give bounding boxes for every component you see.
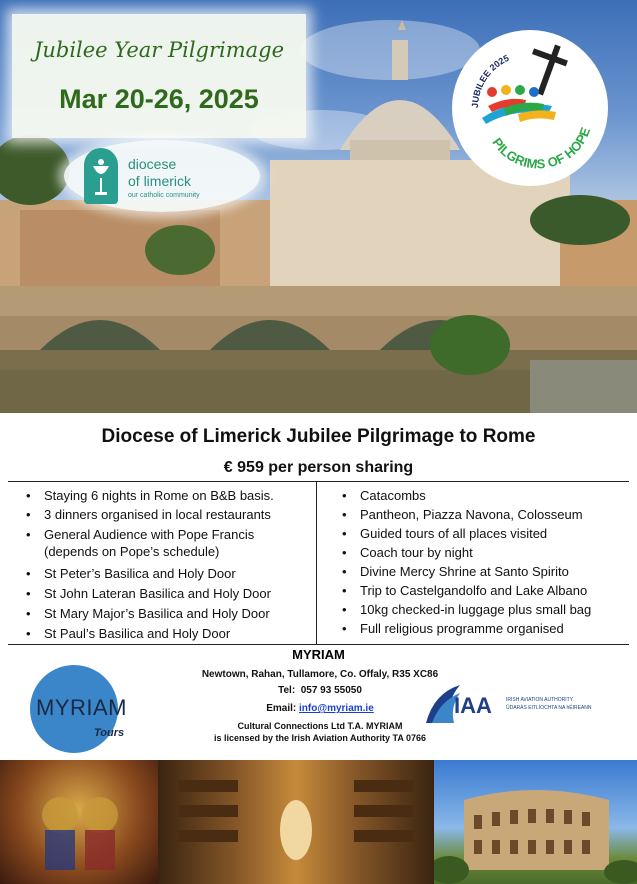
mosaic-photo <box>0 760 158 884</box>
page-heading: Diocese of Limerick Jubilee Pilgrimage to Rome <box>101 426 536 447</box>
pilgrims-of-hope-icon <box>452 30 608 186</box>
title-box <box>12 14 306 138</box>
diocese-name-line1: diocese <box>128 156 177 172</box>
list-item: • Catacombs <box>338 488 628 503</box>
company-name: MYRIAM <box>292 647 345 662</box>
list-item: • St John Lateran Basilica and Holy Door <box>22 586 312 601</box>
list-item: • St Paul’s Basilica and Holy Door <box>22 626 312 641</box>
list-item: • Divine Mercy Shrine at Santo Spirito <box>338 564 628 579</box>
logo-subtext: Tours <box>94 727 125 739</box>
email-line: Email: info@myriam.ie <box>266 703 374 714</box>
price-line: € 959 per person sharing <box>223 459 414 476</box>
phone-line: Tel: 057 93 55050 <box>278 685 362 696</box>
list-item: • Trip to Castelgandolfo and Lake Albano <box>338 583 628 598</box>
list-item: • Staying 6 nights in Rome on B&B basis. <box>22 488 312 503</box>
event-title: Jubilee Year Pilgrimage <box>33 38 285 62</box>
list-item: • St Peter’s Basilica and Holy Door <box>22 566 312 581</box>
list-item: • General Audience with Pope Francis (depends on Pope’s schedule) <box>22 526 312 560</box>
list-item: • St Mary Major’s Basilica and Holy Door <box>22 606 312 621</box>
footer-contact <box>0 645 637 760</box>
diocese-name-line2: of limerick <box>128 173 192 189</box>
list-item: • Guided tours of all places visited <box>338 526 628 541</box>
event-date: Mar 20-26, 2025 <box>59 84 259 114</box>
jubilee-badge-bottom-text: PILGRIMS OF HOPE <box>489 125 594 172</box>
svg-text:JUBILEE 2025 <box>470 53 511 108</box>
list-item: • Pantheon, Piazza Navona, Colosseum <box>338 507 628 522</box>
diocese-tagline: our catholic community <box>128 192 200 199</box>
iaa-name: IRISH AVIATION AUTHORITY <box>506 697 574 703</box>
diocese-chalice-icon <box>84 148 118 204</box>
itinerary-list-left <box>22 488 312 641</box>
email-link[interactable]: info@myriam.ie <box>299 703 374 714</box>
list-item: • 3 dinners organised in local restaurants <box>22 507 312 522</box>
iaa-name-irish: ÚDARÁS EITLÍOCHTA NA hÉIREANN <box>506 705 592 711</box>
iaa-abbreviation: IAA <box>454 693 492 718</box>
license-line1: Cultural Connections Ltd T.A. MYRIAM <box>237 721 403 731</box>
hero-image <box>0 0 637 413</box>
catacombs-photo <box>158 760 434 884</box>
colosseum-photo <box>434 760 637 884</box>
myriam-tours-logo <box>24 665 144 757</box>
iaa-logo <box>424 683 614 727</box>
phone-number: 057 93 55050 <box>300 685 362 696</box>
list-item: • 10kg checked-in luggage plus small bag <box>338 602 628 617</box>
photo-strip <box>0 760 637 884</box>
svg-text:PILGRIMS OF HOPE <box>489 125 593 172</box>
company-address: Newtown, Rahan, Tullamore, Co. Offaly, R35 XC86 <box>201 669 439 680</box>
list-item: • Coach tour by night <box>338 545 628 560</box>
logo-text: MYRIAM <box>36 695 127 720</box>
jubilee-2025-logo <box>452 30 608 186</box>
divider-vertical <box>316 482 317 644</box>
list-item: • Full religious programme organised <box>338 621 628 636</box>
itinerary-list-right <box>338 488 628 636</box>
jubilee-badge-top-text: JUBILEE 2025 <box>469 52 511 109</box>
divider-top <box>8 481 629 482</box>
license-line2: is licensed by the Irish Aviation Authority TA 0766 <box>213 733 427 743</box>
diocese-logo <box>64 140 260 212</box>
